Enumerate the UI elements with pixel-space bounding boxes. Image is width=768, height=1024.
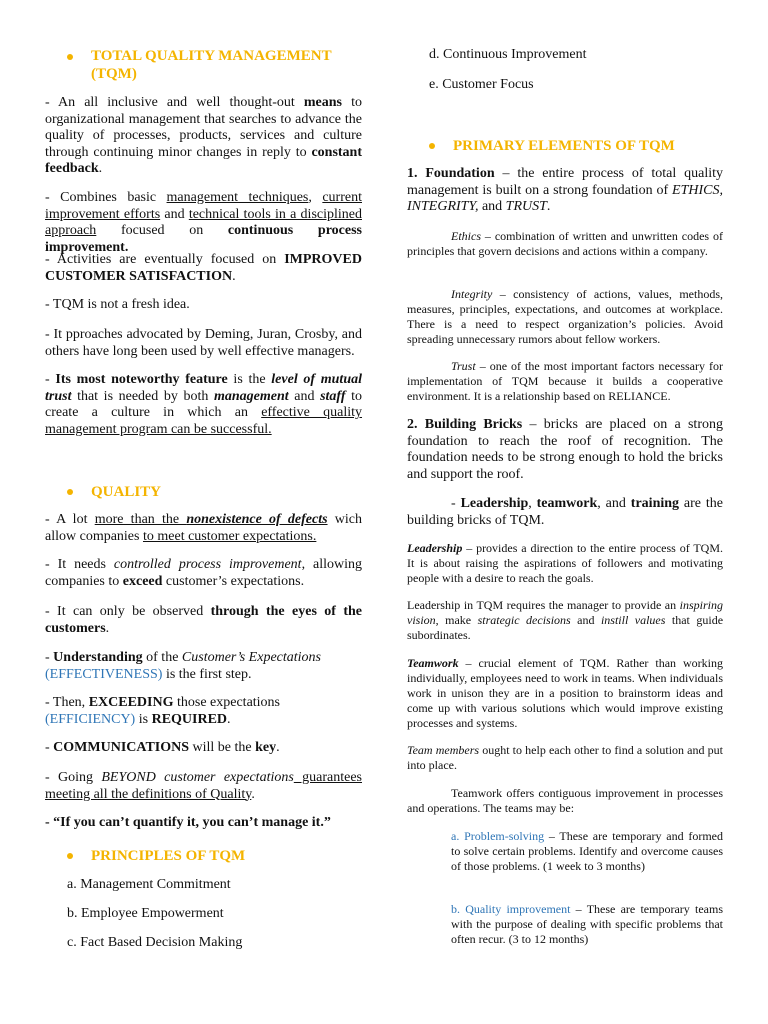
- integrity-definition: Integrity – consistency of actions, values, methods, measures, principles, expectations, and outcomes at workplace. There is a need to respect organization’s policies. Avoid spreading unnecessary rumors about fellow workers.: [407, 287, 723, 346]
- tqm-combines: - Combines basic management techniques, current improvement efforts and technical tools in a disciplined approach focused on continuous process improvement.: [45, 190, 362, 255]
- bullet-icon: [67, 853, 73, 859]
- building-bricks-list: - Leadership, teamwork, and training are the building bricks of TQM.: [407, 496, 724, 528]
- quality-beyond: - Going BEYOND customer expectations guarantees meeting all the definitions of Quality.: [45, 770, 362, 802]
- quality-improvement-team: b. Quality improvement – These are temporary teams with the purpose of dealing with specific problems that often recur. (3 to 12 months): [451, 902, 724, 946]
- teamwork-offers: Teamwork offers contiguous improvement in processes and operations. The teams may be:: [407, 786, 723, 815]
- team-members-paragraph: Team members ought to help each other to find a solution and put into place.: [407, 743, 723, 772]
- bullet-icon: [67, 489, 73, 495]
- bullet-icon: [429, 143, 435, 149]
- quality-observed: - It can only be observed through the eyes of the customers.: [45, 604, 362, 636]
- tqm-activities: - Activities are eventually focused on IMPROVED CUSTOMER SATISFACTION.: [45, 252, 362, 284]
- tqm-definition: - An all inclusive and well thought-out means to organizational management that searches to advance the quality of processes, products, services and culture through continuing minor changes in reply to constant feedback.: [45, 95, 363, 176]
- tqm-noteworthy: - Its most noteworthy feature is the level of mutual trust that is needed by both management and staff to create a culture in which an effective quality management program can be successful.: [45, 372, 363, 437]
- quality-communications: - COMMUNICATIONS will be the key.: [45, 740, 280, 755]
- building-bricks-paragraph: 2. Building Bricks – bricks are placed on a strong foundation to reach the roof of recognition. The foundation needs to be strong enough to hold the bricks and support the roof.: [407, 417, 723, 482]
- principle-item: e. Customer Focus: [429, 77, 534, 92]
- principles-heading: PRINCIPLES OF TQM: [45, 847, 362, 865]
- principle-item: d. Continuous Improvement: [429, 47, 587, 62]
- tqm-approaches: - It pproaches advocated by Deming, Juran, Crosby, and others have long been used by well effective managers.: [45, 327, 362, 359]
- principle-item: a. Management Commitment: [67, 877, 231, 892]
- elements-heading: PRIMARY ELEMENTS OF TQM: [407, 137, 723, 155]
- tqm-heading: TOTAL QUALITY MANAGEMENT (TQM): [45, 47, 362, 83]
- bullet-icon: [67, 54, 73, 60]
- leadership-definition: Leadership – provides a direction to the entire process of TQM. It is about raising the aspirations of followers and motivating people with a desire to reach the goals.: [407, 541, 723, 585]
- quality-needs: - It needs controlled process improvement, allowing companies to exceed customer’s expectations.: [45, 557, 362, 589]
- quality-understanding: - Understanding of the Customer’s Expectations (EFFECTIVENESS) is the first step.: [45, 650, 321, 682]
- quality-exceeding: - Then, EXCEEDING those expectations (EFFICIENCY) is REQUIRED.: [45, 695, 281, 727]
- foundation-paragraph: 1. Foundation – the entire process of total quality management is built on a strong foundation of ETHICS, INTEGRITY, and TRUST.: [407, 166, 723, 214]
- principle-item: c. Fact Based Decision Making: [67, 935, 243, 950]
- ethics-definition: Ethics – combination of written and unwritten codes of principles that govern decisions and actions within a company.: [407, 229, 723, 258]
- leadership-requirements: Leadership in TQM requires the manager to provide an inspiring vision, make strategic decisions and instill values that guide subordinates.: [407, 598, 724, 642]
- quality-heading: QUALITY: [45, 483, 362, 501]
- problem-solving-team: a. Problem-solving – These are temporary and formed to solve certain problems. Identify and overcome causes of those problems. (1 week to 3 months): [451, 829, 724, 873]
- trust-definition: Trust – one of the most important factors necessary for implementation of TQM because it builds a cooperative environment. It is a relationship based on RELIANCE.: [407, 359, 723, 403]
- quality-quote: - “If you can’t quantify it, you can’t manage it.”: [45, 815, 331, 830]
- teamwork-definition: Teamwork – crucial element of TQM. Rather than working individually, employees need to work in teams. When individuals work in unison they are in a position to brainstorm ideas and come up with various solutions which would improve existing processes and systems.: [407, 656, 723, 730]
- tqm-not-fresh: - TQM is not a fresh idea.: [45, 297, 190, 312]
- principle-item: b. Employee Empowerment: [67, 906, 224, 921]
- quality-lot-more: - A lot more than the nonexistence of defects wich allow companies to meet customer expectations.: [45, 512, 362, 544]
